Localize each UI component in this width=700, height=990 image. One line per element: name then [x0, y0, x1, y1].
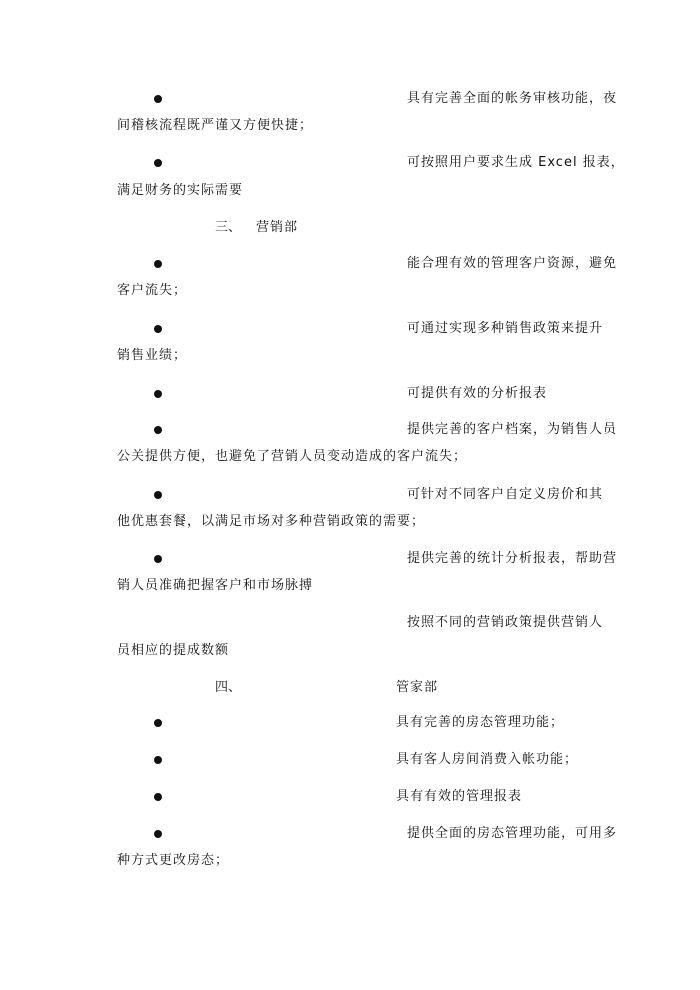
- item-lead-text: 可针对不同客户自定义房价和其: [407, 487, 604, 502]
- item-continuation-text: 销售业绩；: [117, 348, 188, 363]
- item-lead-text: 具有完善的房态管理功能；: [396, 715, 565, 730]
- bullet-icon: [154, 320, 162, 338]
- item-continuation-text: 他优惠套餐，以满足市场对多种营销政策的需要；: [117, 514, 426, 529]
- item-lead-text: 提供完善的客户档案，为销售人员: [407, 422, 618, 437]
- section-number: 三、: [215, 220, 242, 235]
- bullet-icon: [154, 714, 162, 732]
- section-number: 四、: [215, 680, 242, 695]
- section-title: 营销部: [256, 220, 299, 235]
- item-continuation-text: 销人员准确把握客户和市场脉搏: [117, 578, 314, 593]
- bullet-icon: [154, 255, 162, 273]
- item-continuation-text: 客户流失；: [117, 283, 188, 298]
- item-continuation-text: 满足财务的实际需要: [117, 183, 244, 198]
- item-lead-text: 具有完善全面的帐务审核功能，夜: [407, 91, 618, 106]
- item-lead-text: 可通过实现多种销售政策来提升: [407, 321, 604, 336]
- bullet-icon: [154, 385, 162, 403]
- item-lead-text: 提供全面的房态管理功能，可用多: [407, 826, 618, 841]
- bullet-icon: [154, 825, 162, 843]
- section-title: 管家部: [396, 680, 439, 695]
- item-lead-text: 可按照用户要求生成 Excel 报表，: [407, 155, 625, 170]
- bullet-icon: [154, 486, 162, 504]
- item-lead-text: 可提供有效的分析报表: [407, 386, 548, 401]
- item-continuation-text: 间稽核流程既严谨又方便快捷；: [117, 118, 314, 133]
- bullet-icon: [154, 751, 162, 769]
- bullet-icon: [154, 421, 162, 439]
- item-lead-text: 具有客人房间消费入帐功能；: [396, 752, 579, 767]
- item-lead-text: 具有有效的管理报表: [396, 789, 523, 804]
- bullet-icon: [154, 154, 162, 172]
- item-continuation-text: 种方式更改房态；: [117, 853, 230, 868]
- bullet-icon: [154, 788, 162, 806]
- item-lead-text: 提供完善的统计分析报表，帮助营: [407, 551, 618, 566]
- item-lead-text: 能合理有效的管理客户资源，避免: [407, 256, 618, 271]
- item-lead-text: 按照不同的营销政策提供营销人: [407, 615, 604, 630]
- bullet-icon: [154, 550, 162, 568]
- item-continuation-text: 公关提供方便，也避免了营销人员变动造成的客户流失；: [117, 449, 468, 464]
- bullet-icon: [154, 90, 162, 108]
- item-continuation-text: 员相应的提成数额: [117, 643, 230, 658]
